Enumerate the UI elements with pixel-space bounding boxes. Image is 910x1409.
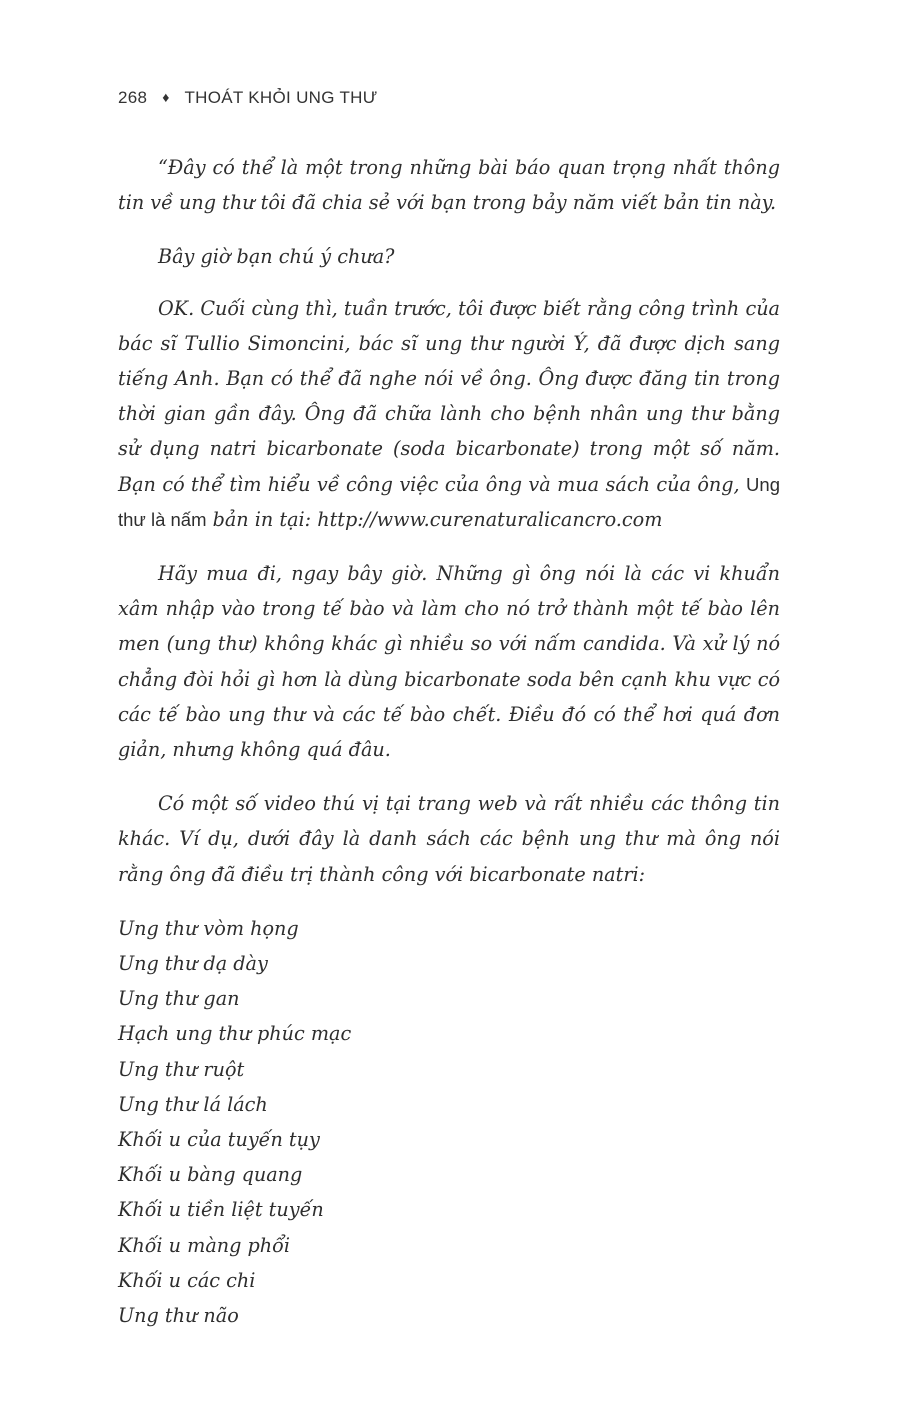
list-item: Ung thư lá lách xyxy=(118,1092,268,1116)
paragraph-simoncini-url-text: bản in tại: http://www.curenaturalicancro.com xyxy=(206,507,663,531)
list-item: Khối u của tuyến tụy xyxy=(118,1128,320,1152)
page-body xyxy=(118,150,780,1333)
list-item: Khối u các chi xyxy=(118,1268,256,1292)
paragraph-intro-quote: “Đây có thể là một trong những bài báo quan trọng nhất thông tin về ung thư tôi đã chia sẻ với bạn trong bảy năm viết bản tin này. xyxy=(118,156,780,215)
list-item: Hạch ung thư phúc mạc xyxy=(118,1022,352,1046)
paragraph-question: Bây giờ bạn chú ý chưa? xyxy=(158,245,395,269)
list-item: Ung thư não xyxy=(118,1304,239,1328)
paragraph-buy-now: Hãy mua đi, ngay bây giờ. Những gì ông nói là các vi khuẩn xâm nhập vào trong tế bào và làm cho nó trở thành một tế bào lên men (ung thư) không khác gì nhiều so với nấm candida. Và xử lý nó chẳng đòi hỏi gì hơn là dùng bicarbonate soda bên cạnh khu vực có các tế bào ung thư và các tế bào chết. Điều đó có thể hơi quá đơn giản, nhưng không quá đâu. xyxy=(118,562,780,762)
paragraph-simoncini-text: OK. Cuối cùng thì, tuần trước, tôi được biết rằng công trình của bác sĩ Tullio Simoncini, bác sĩ ung thư người Ý, đã được dịch sang tiếng Anh. Bạn có thể đã nghe nói về ông. Ông được đăng tin trong thời gian gần đây. Ông đã chữa lành cho bệnh nhân ung thư bằng sử dụng natri bicarbonate (soda bicarbonate) trong một số năm. Bạn có thể tìm hiểu về công việc của ông và mua sách của ông, xyxy=(118,296,780,496)
list-item: Ung thư dạ dày xyxy=(118,952,268,976)
list-item: Khối u tiền liệt tuyến xyxy=(118,1198,324,1222)
list-item: Ung thư ruột xyxy=(118,1057,245,1081)
book-name: Ung thư là nấm xyxy=(118,473,780,530)
paragraph-videos: Có một số video thú vị tại trang web và rất nhiều các thông tin khác. Ví dụ, dưới đây là danh sách các bệnh ung thư mà ông nói rằng ông đã điều trị thành công với bicarbonate natri: xyxy=(118,792,780,886)
list-item: Ung thư gan xyxy=(118,987,240,1011)
page-number: 268 xyxy=(118,88,148,107)
book-title: THOÁT KHỎI UNG THƯ xyxy=(184,88,378,107)
list-item: Khối u màng phổi xyxy=(118,1233,291,1257)
diamond-separator-icon: ♦ xyxy=(162,89,170,105)
running-header xyxy=(118,88,378,108)
paragraph-simoncini xyxy=(118,291,780,537)
list-item: Khối u bàng quang xyxy=(118,1163,303,1187)
list-item: Ung thư vòm họng xyxy=(118,916,299,940)
cancer-list xyxy=(118,911,780,1333)
